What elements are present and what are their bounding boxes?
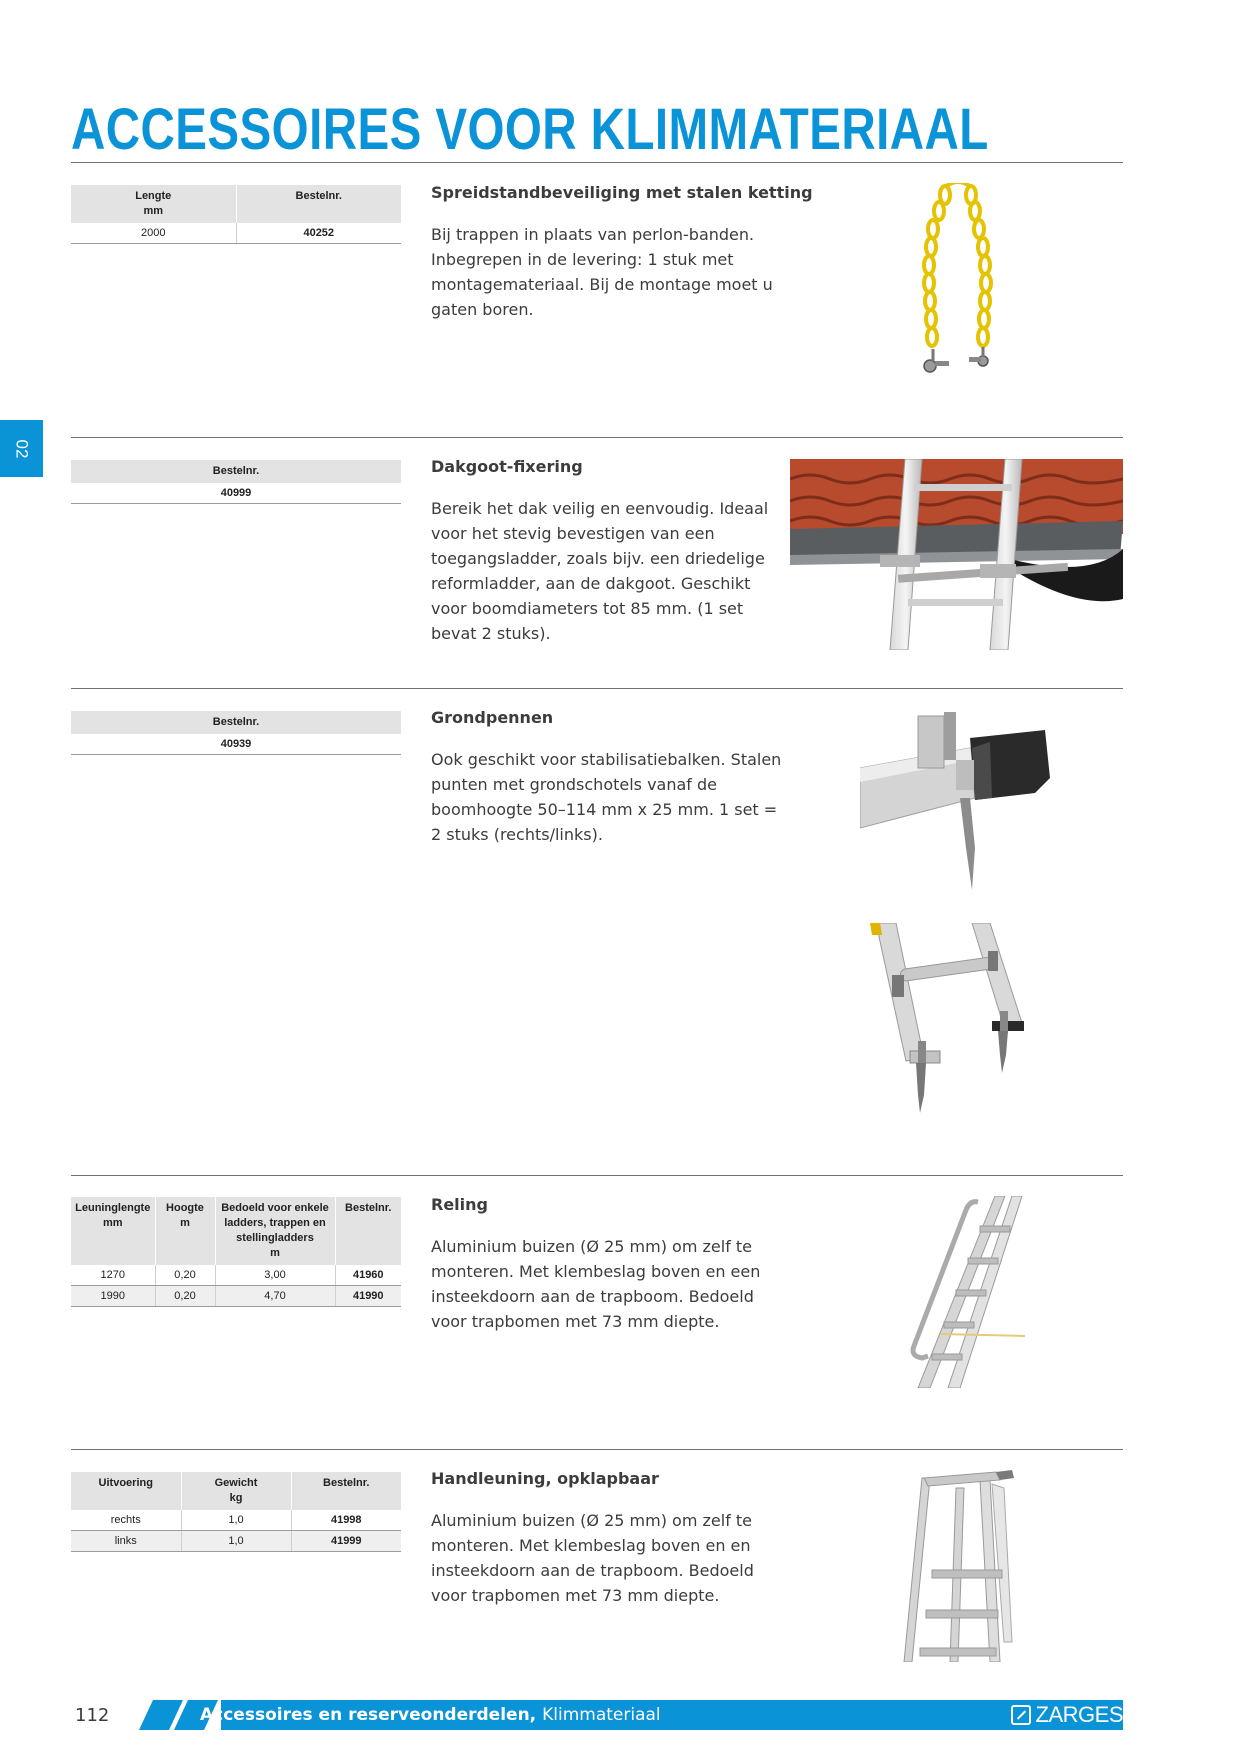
order-number: 41999 xyxy=(291,1531,401,1552)
product-name: Reling xyxy=(431,1195,488,1214)
table-cell: 0,20 xyxy=(155,1265,215,1286)
ground-spike-ladder-image xyxy=(862,923,1042,1113)
table-header: Bestelnr. xyxy=(291,1472,401,1510)
product-reling xyxy=(431,1195,791,1334)
chapter-tab[interactable] xyxy=(0,420,43,477)
table-cell: 1990 xyxy=(71,1286,155,1307)
product-description: Ook geschikt voor stabilisatiebalken. Stalen punten met grondschotels vanaf de boomhoogte 50–114 mm x 25 mm. 1 set = 2 stuks (rechts/links). xyxy=(431,750,782,844)
table-header: Bestelnr. xyxy=(335,1197,401,1265)
order-number: 41960 xyxy=(335,1265,401,1286)
product-name: Handleuning, opklapbaar xyxy=(431,1469,659,1488)
product-spreidstand xyxy=(431,183,813,322)
table-cell: 1270 xyxy=(71,1265,155,1286)
footer-bar xyxy=(71,1700,1123,1730)
spec-table-grondpennen xyxy=(71,711,401,755)
product-grondpennen xyxy=(431,708,791,847)
product-description: Bereik het dak veilig en eenvoudig. Ideaal voor het stevig bevestigen van een toegangsladder, zoals bijv. een driedelige reformladder, aan de dakgoot. Geschikt voor boomdiameters tot 85 mm. (1 set bevat 2 stuks). xyxy=(431,499,769,643)
product-handleuning xyxy=(431,1469,791,1608)
spec-table-spreidstand xyxy=(71,185,401,244)
table-row xyxy=(71,1510,401,1531)
table-header: Bestelnr. xyxy=(71,460,401,483)
order-number: 41990 xyxy=(335,1286,401,1307)
order-number: 41998 xyxy=(291,1510,401,1531)
ground-spike-image xyxy=(860,708,1060,893)
brand-logo[interactable] xyxy=(1011,1700,1123,1730)
table-row xyxy=(71,1531,401,1552)
spec-table-dakgoot xyxy=(71,460,401,504)
footer-section-bold: Accessoires en reserveonderdelen, xyxy=(200,1705,537,1725)
spec-table-handleuning xyxy=(71,1472,401,1552)
table-row xyxy=(71,1286,401,1307)
footer-section-normal: Klimmateriaal xyxy=(542,1705,661,1725)
table-header: Gewicht kg xyxy=(181,1472,291,1510)
table-row xyxy=(71,1265,401,1286)
title-divider xyxy=(71,162,1123,163)
product-name: Grondpennen xyxy=(431,708,554,727)
product-description: Bij trappen in plaats van perlon-banden. Inbegrepen in de levering: 1 stuk met montagemateriaal. Bij de montage moet u gaten boren. xyxy=(431,225,773,319)
product-name: Spreidstandbeveiliging met stalen ketting xyxy=(431,183,813,202)
product-description: Aluminium buizen (Ø 25 mm) om zelf te monteren. Met klembeslag boven en een insteekdoorn aan de trapboom. Bedoeld voor trapbomen met 73 mm diepte. xyxy=(431,1237,761,1331)
table-header: Leuninglengte mm xyxy=(71,1197,155,1265)
table-cell: 4,70 xyxy=(215,1286,335,1307)
product-name: Dakgoot-fixering xyxy=(431,457,583,476)
chain-left-icon xyxy=(924,186,950,346)
table-header: Hoogte m xyxy=(155,1197,215,1265)
section-divider xyxy=(71,1449,1123,1450)
table-cell: 3,00 xyxy=(215,1265,335,1286)
table-row xyxy=(71,223,401,244)
section-divider xyxy=(71,688,1123,689)
table-header: Uitvoering xyxy=(71,1472,181,1510)
order-number: 40939 xyxy=(71,734,401,755)
table-cell: 2000 xyxy=(71,223,236,244)
table-header: Lengte mm xyxy=(71,185,236,223)
brand-name: ZARGES xyxy=(1035,1702,1123,1727)
chain-image xyxy=(905,183,1015,383)
order-number: 40252 xyxy=(236,223,401,244)
table-header: Bestelnr. xyxy=(71,711,401,734)
product-description: Aluminium buizen (Ø 25 mm) om zelf te monteren. Met klembeslag boven en en insteekdoorn aan de trapboom. Bedoeld voor trapbomen met 73 mm diepte. xyxy=(431,1511,754,1605)
table-header: Bedoeld voor enkele ladders, trappen en stellingladders m xyxy=(215,1197,335,1265)
spec-table-reling xyxy=(71,1197,401,1307)
product-dakgoot xyxy=(431,457,791,646)
table-row xyxy=(71,734,401,755)
chain-right-icon xyxy=(966,186,991,346)
table-header: Bestelnr. xyxy=(236,185,401,223)
section-divider xyxy=(71,1175,1123,1176)
folding-handrail-image xyxy=(900,1470,1030,1662)
gutter-fixing-image xyxy=(790,459,1123,650)
zarges-logo-icon xyxy=(1011,1705,1031,1725)
table-row xyxy=(71,483,401,504)
table-cell: 1,0 xyxy=(181,1510,291,1531)
section-divider xyxy=(71,437,1123,438)
table-cell: links xyxy=(71,1531,181,1552)
table-cell: rechts xyxy=(71,1510,181,1531)
railing-image xyxy=(900,1196,1025,1388)
table-cell: 1,0 xyxy=(181,1531,291,1552)
page-title: ACCESSOIRES VOOR KLIMMATERIAAL xyxy=(71,97,989,162)
chapter-number: 02 xyxy=(12,439,32,458)
footer-section[interactable] xyxy=(200,1700,661,1730)
page-number: 112 xyxy=(71,1700,131,1730)
order-number: 40999 xyxy=(71,483,401,504)
table-cell: 0,20 xyxy=(155,1286,215,1307)
